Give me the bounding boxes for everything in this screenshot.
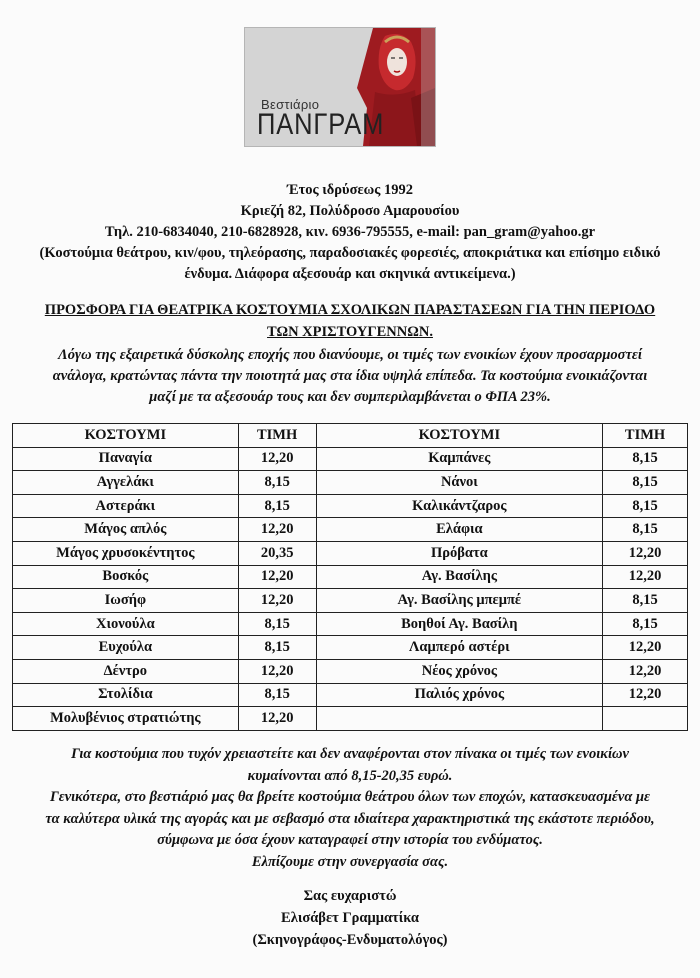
costume-cell: Μάγος χρυσοκέντητος [13, 541, 239, 565]
price-cell: 12,20 [238, 707, 316, 731]
price-cell: 12,20 [238, 659, 316, 683]
table-row [13, 494, 688, 518]
costume-cell: Πρόβατα [316, 541, 603, 565]
table-row [13, 518, 688, 542]
costume-cell: Νέος χρόνος [316, 659, 603, 683]
footer-line-6: Ελπίζουμε στην συνεργασία σας. [251, 853, 449, 870]
costume-cell: Στολίδια [13, 683, 239, 707]
price-cell: 8,15 [603, 494, 688, 518]
column-header-price: ΤΙΜΗ [603, 424, 688, 448]
column-header-price: ΤΙΜΗ [238, 424, 316, 448]
costume-cell: Αστεράκι [13, 494, 239, 518]
table-row [13, 447, 688, 471]
intro-line-3: μαζί με τα αξεσουάρ τους και δεν συμπεριλαμβάνεται ο ΦΠΑ 23%. [149, 389, 551, 405]
costume-cell: Λαμπερό αστέρι [316, 636, 603, 660]
costume-cell: Βοσκός [13, 565, 239, 589]
price-cell: 12,20 [603, 565, 688, 589]
price-cell: 12,20 [603, 541, 688, 565]
services-line-2: ένδυμα. Διάφορα αξεσουάρ και σκηνικά αντικείμενα.) [184, 266, 516, 282]
price-cell: 12,20 [238, 447, 316, 471]
company-logo [244, 27, 436, 147]
table-row [13, 565, 688, 589]
footer-line-2: κυμαίνονται από 8,15-20,35 ευρώ. [247, 767, 453, 784]
offer-intro [20, 345, 680, 408]
costume-price-table [12, 423, 688, 731]
column-header-costume: ΚΟΣΤΟΥΜΙ [13, 424, 239, 448]
costume-cell: Βοηθοί Αγ. Βασίλη [316, 612, 603, 636]
table-row [13, 636, 688, 660]
price-cell: 8,15 [603, 447, 688, 471]
table-header-row [13, 424, 688, 448]
costume-cell: Χιονούλα [13, 612, 239, 636]
costume-cell: Νάνοι [316, 471, 603, 495]
intro-line-2: ανάλογα, κρατώντας πάντα την ποιοτητά μας στα ίδια υψηλά επίπεδα. Τα κοστούμια ενοικιάζονται [52, 368, 648, 384]
table-row [13, 707, 688, 731]
costume-cell: Μάγος απλός [13, 518, 239, 542]
costume-cell: Καλικάντζαρος [316, 494, 603, 518]
costume-cell: Ιωσήφ [13, 589, 239, 613]
costume-cell: Αγ. Βασίλης μπεμπέ [316, 589, 603, 613]
column-header-costume: ΚΟΣΤΟΥΜΙ [316, 424, 603, 448]
costume-cell [316, 707, 603, 731]
price-cell: 8,15 [603, 589, 688, 613]
costume-cell: Ευχούλα [13, 636, 239, 660]
price-cell: 8,15 [238, 683, 316, 707]
price-cell: 8,15 [238, 494, 316, 518]
contact-info: Τηλ. 210-6834040, 210-6828928, κιν. 6936-795555, e-mail: pan_gram@yahoo.gr [104, 224, 596, 240]
signature-role: (Σκηνογράφος-Ενδυματολόγος) [252, 932, 448, 948]
footer-line-5: σύμφωνα με όσα έχουν καταγραφεί στην ιστορία του ενδύματος. [157, 832, 543, 848]
price-cell: 8,15 [238, 636, 316, 660]
price-cell: 8,15 [603, 471, 688, 495]
offer-title [20, 299, 680, 343]
signature-thanks: Σας ευχαριστώ [303, 888, 397, 904]
costume-cell: Παλιός χρόνος [316, 683, 603, 707]
price-cell: 12,20 [238, 589, 316, 613]
address: Κριεζή 82, Πολύδροσο Αμαρουσίου [240, 203, 460, 219]
table-row [13, 471, 688, 495]
costume-cell: Αγγελάκι [13, 471, 239, 495]
footer-line-4: τα καλύτερα υλικά της αγοράς και με σεβασμό στα ιδιαίτερα χαρακτηριστικά της εκάστοτε περιόδου, [45, 810, 655, 827]
footer-line-1: Για κοστούμια που τυχόν χρειαστείτε και δεν αναφέρονται στον πίνακα οι τιμές των ενοικίων [71, 746, 629, 762]
costume-cell: Παναγία [13, 447, 239, 471]
table-row [13, 612, 688, 636]
table-row [13, 589, 688, 613]
price-cell: 8,15 [603, 612, 688, 636]
table-row [13, 659, 688, 683]
price-cell: 8,15 [603, 518, 688, 542]
offer-title-line-1: ΠΡΟΣΦΟΡΑ ΓΙΑ ΘΕΑΤΡΙΚΑ ΚΟΣΤΟΥΜΙΑ ΣΧΟΛΙΚΩΝ ΠΑΡΑΣΤΑΣΕΩΝ ΓΙΑ ΤΗΝ ΠΕΡΙΟΔΟ [44, 302, 656, 318]
price-cell: 20,35 [238, 541, 316, 565]
costume-cell: Δέντρο [13, 659, 239, 683]
founded-year: Έτος ιδρύσεως 1992 [287, 182, 413, 198]
price-cell: 12,20 [603, 636, 688, 660]
footer-text [15, 744, 685, 873]
costume-cell: Ελάφια [316, 518, 603, 542]
signature-block [0, 885, 700, 951]
price-cell [603, 707, 688, 731]
price-cell: 12,20 [238, 518, 316, 542]
price-cell: 8,15 [238, 471, 316, 495]
costume-cell: Καμπάνες [316, 447, 603, 471]
services-line-1: (Κοστούμια θεάτρου, κιν/φου, τηλεόρασης, παραδοσιακές φορεσιές, αποκριάτικα και επίσημο ειδικό [39, 245, 661, 261]
price-cell: 8,15 [238, 612, 316, 636]
logo-small-text: Βεστιάριο [261, 97, 320, 112]
logo-brand-name: ΠΑΝΓΡΑΜ [257, 108, 385, 141]
price-cell: 12,20 [238, 565, 316, 589]
price-cell: 12,20 [603, 659, 688, 683]
costume-cell: Μολυβένιος στρατιώτης [13, 707, 239, 731]
costume-cell: Αγ. Βασίλης [316, 565, 603, 589]
offer-title-line-2: ΤΩΝ ΧΡΙΣΤΟΥΓΕΝΝΩΝ. [267, 324, 433, 340]
table-row [13, 683, 688, 707]
signature-name: Ελισάβετ Γραμματίκα [281, 910, 419, 926]
table-row [13, 541, 688, 565]
price-cell: 12,20 [603, 683, 688, 707]
intro-line-1: Λόγω της εξαιρετικά δύσκολης εποχής που διανύουμε, οι τιμές των ενοικίων έχουν προσαρμοστεί [58, 347, 642, 363]
footer-line-3: Γενικότερα, στο βεστιάριό μας θα βρείτε κοστούμια θεάτρου όλων των εποχών, κατασκευασμένα με [50, 789, 650, 805]
